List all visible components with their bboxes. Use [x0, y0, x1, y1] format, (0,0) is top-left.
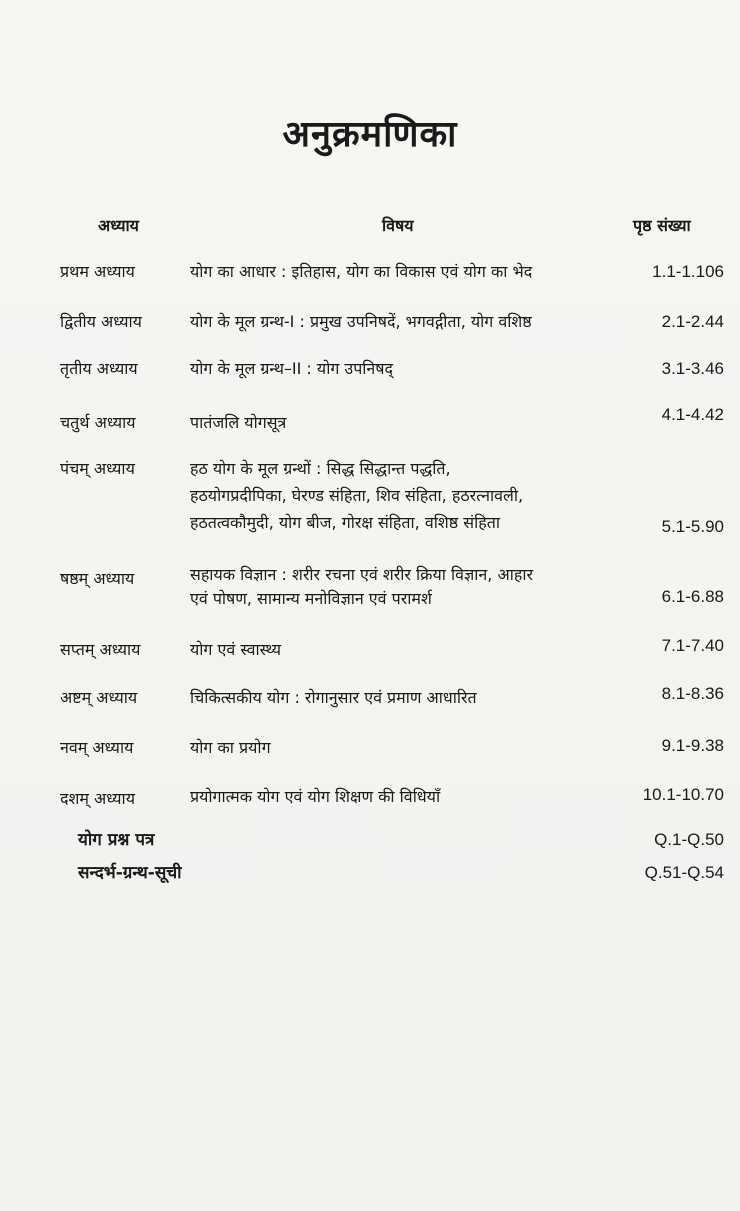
page-range: 3.1-3.46 [661, 359, 724, 378]
chapter-label: दशम् अध्याय [60, 789, 135, 808]
subject-line: योग के मूल ग्रन्थ-I : प्रमुख उपनिषदें, भगवद्गीता, योग वशिष्ठ [190, 312, 532, 331]
chapter-label: षष्ठम् अध्याय [60, 569, 135, 588]
extra-page-range: Q.1-Q.50 [654, 830, 724, 849]
page-range: 9.1-9.38 [661, 736, 724, 755]
subject-line: योग के मूल ग्रन्थ–II : योग उपनिषद् [190, 359, 394, 378]
subject-line: योग एवं स्वास्थ्य [190, 640, 281, 659]
subject-line: हठतत्वकौमुदी, योग बीज, गोरक्ष संहिता, वशिष्ठ संहिता [190, 513, 500, 532]
header-page: पृष्ठ संख्या [633, 216, 691, 235]
extra-page-range: Q.51-Q.54 [644, 863, 724, 882]
subject-line: हठयोगप्रदीपिका, घेरण्ड संहिता, शिव संहिता, हठरत्नावली, [190, 486, 524, 505]
header-subject: विषय [382, 216, 414, 235]
chapter-label: तृतीय अध्याय [60, 359, 138, 378]
chapter-label: पंचम् अध्याय [60, 459, 135, 478]
extra-label: सन्दर्भ-ग्रन्थ-सूची [78, 863, 182, 883]
page-range: 6.1-6.88 [661, 587, 724, 606]
chapter-label: अष्टम् अध्याय [60, 688, 138, 707]
chapter-label: प्रथम अध्याय [60, 262, 135, 281]
subject-line: योग का आधार : इतिहास, योग का विकास एवं योग का भेद [190, 262, 533, 281]
page-range: 2.1-2.44 [661, 312, 724, 331]
extra-label: योग प्रश्न पत्र [78, 830, 155, 850]
chapter-label: नवम् अध्याय [60, 738, 134, 757]
page-range: 5.1-5.90 [661, 517, 724, 536]
chapter-label: चतुर्थ अध्याय [60, 413, 136, 432]
header-chapter: अध्याय [98, 216, 139, 235]
subject-line: चिकित्सकीय योग : रोगानुसार एवं प्रमाण आधारित [190, 688, 477, 707]
page-range: 1.1-1.106 [652, 262, 724, 281]
chapter-label: सप्तम् अध्याय [60, 640, 141, 659]
page-range: 4.1-4.42 [661, 405, 724, 424]
page-range: 7.1-7.40 [661, 636, 724, 655]
page-title: अनुक्रमणिका [282, 114, 458, 155]
subject-line: सहायक विज्ञान : शरीर रचना एवं शरीर क्रिया विज्ञान, आहार [190, 565, 534, 584]
subject-line: प्रयोगात्मक योग एवं योग शिक्षण की विधियाँ [190, 787, 441, 806]
page-range: 8.1-8.36 [661, 684, 724, 703]
subject-line: पातंजलि योगसूत्र [190, 413, 287, 432]
chapter-label: द्वितीय अध्याय [60, 312, 142, 331]
subject-line: एवं पोषण, सामान्य मनोविज्ञान एवं परामर्श [190, 589, 432, 608]
subject-line: योग का प्रयोग [190, 738, 271, 757]
subject-line: हठ योग के मूल ग्रन्थों : सिद्ध सिद्धान्त पद्धति, [190, 459, 451, 478]
page-range: 10.1-10.70 [642, 785, 724, 804]
